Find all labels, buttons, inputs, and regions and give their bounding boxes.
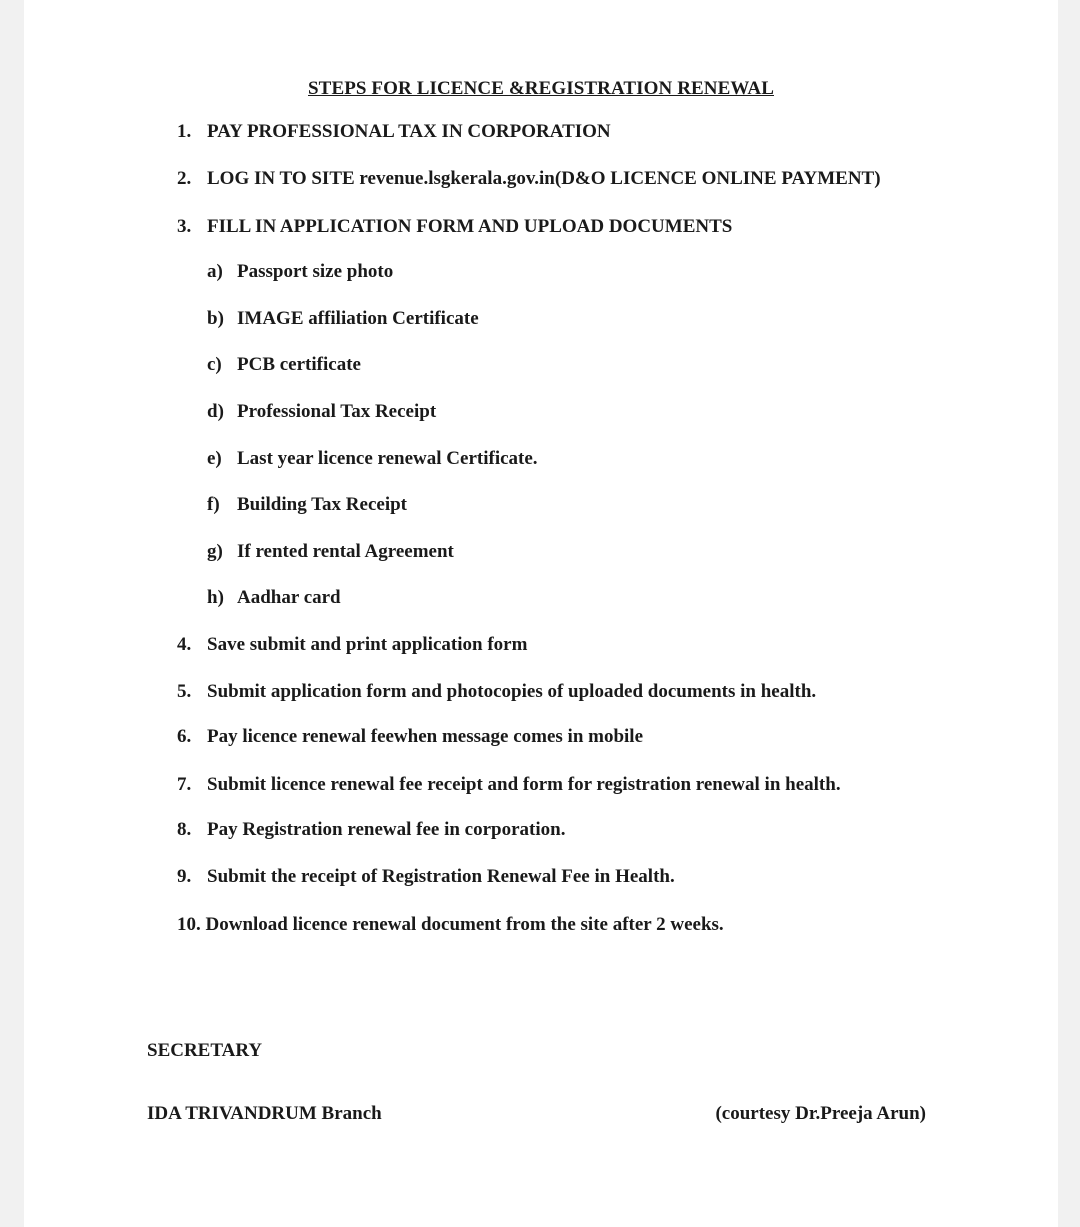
step-text: PAY PROFESSIONAL TAX IN CORPORATION xyxy=(207,121,611,142)
list-item xyxy=(207,541,454,563)
step-text: Save submit and print application form xyxy=(207,634,528,655)
list-item xyxy=(177,914,724,936)
step-number: 2. xyxy=(177,168,192,189)
list-item xyxy=(207,308,479,330)
doc-text: Passport size photo xyxy=(237,261,394,282)
step-number: 3. xyxy=(177,216,192,237)
doc-text: IMAGE affiliation Certificate xyxy=(237,308,479,329)
doc-text: If rented rental Agreement xyxy=(237,541,454,562)
doc-text: Professional Tax Receipt xyxy=(237,401,437,422)
step-text: FILL IN APPLICATION FORM AND UPLOAD DOCUMENTS xyxy=(207,216,733,237)
doc-letter: b) xyxy=(207,308,224,329)
step-number: 4. xyxy=(177,634,192,655)
step-text: Submit the receipt of Registration Renewal Fee in Health. xyxy=(207,866,675,887)
list-item xyxy=(177,681,816,703)
step-number: 6. xyxy=(177,726,192,747)
list-item xyxy=(177,216,732,238)
step-text: Pay licence renewal feewhen message comes in mobile xyxy=(207,726,644,747)
list-item xyxy=(177,634,527,656)
doc-letter: h) xyxy=(207,587,224,608)
step-text: LOG IN TO SITE revenue.lsgkerala.gov.in(D&O LICENCE ONLINE PAYMENT) xyxy=(207,168,881,189)
step-number: 9. xyxy=(177,866,192,887)
document-page xyxy=(24,0,1058,1227)
list-item xyxy=(207,401,436,423)
step-number: 10. xyxy=(177,914,201,935)
doc-letter: g) xyxy=(207,541,223,562)
doc-letter: d) xyxy=(207,401,224,422)
doc-letter: f) xyxy=(207,494,220,515)
doc-text: Aadhar card xyxy=(237,587,341,608)
list-item xyxy=(177,726,643,748)
list-item xyxy=(177,168,881,190)
list-item xyxy=(207,261,393,283)
doc-letter: a) xyxy=(207,261,223,282)
step-number: 8. xyxy=(177,819,192,840)
step-number: 5. xyxy=(177,681,192,702)
courtesy-note: (courtesy Dr.Preeja Arun) xyxy=(715,1103,926,1124)
list-item xyxy=(207,494,407,516)
doc-text: Last year licence renewal Certificate. xyxy=(237,448,538,469)
step-text: Submit licence renewal fee receipt and form for registration renewal in health. xyxy=(207,774,841,795)
step-text: Pay Registration renewal fee in corporation. xyxy=(207,819,566,840)
list-item xyxy=(177,121,611,143)
signature-branch: IDA TRIVANDRUM Branch xyxy=(147,1103,382,1124)
step-text: Submit application form and photocopies of uploaded documents in health. xyxy=(207,681,817,702)
step-text: Download licence renewal document from the site after 2 weeks. xyxy=(205,914,724,935)
list-item xyxy=(207,587,341,609)
list-item xyxy=(207,448,538,470)
signature-role: SECRETARY xyxy=(147,1040,263,1061)
list-item xyxy=(177,819,565,841)
list-item xyxy=(177,866,675,888)
step-number: 7. xyxy=(177,774,192,795)
doc-letter: c) xyxy=(207,354,222,375)
step-number: 1. xyxy=(177,121,192,142)
doc-text: PCB certificate xyxy=(237,354,361,375)
list-item xyxy=(207,354,361,376)
doc-text: Building Tax Receipt xyxy=(237,494,407,515)
doc-letter: e) xyxy=(207,448,222,469)
list-item xyxy=(177,774,841,796)
page-title: STEPS FOR LICENCE &REGISTRATION RENEWAL xyxy=(308,78,774,99)
